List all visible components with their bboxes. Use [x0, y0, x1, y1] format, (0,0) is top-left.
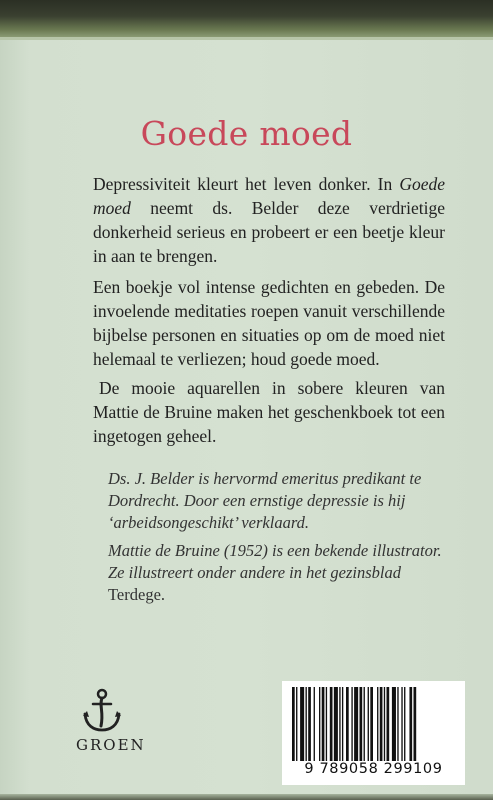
- barcode-label: [282, 681, 465, 785]
- paragraph-description: [93, 275, 445, 371]
- barcode-bar: [384, 687, 385, 761]
- barcode-bar: [409, 687, 412, 761]
- paragraph-illustrations: [93, 376, 445, 448]
- illustrator-bio-text: Mattie de Bruine (1952) is een bekende illustrator. Ze illustreert onder andere in het gezinsblad: [108, 541, 442, 582]
- barcode-bar: [392, 687, 396, 761]
- barcode-bar: [354, 687, 358, 761]
- illustrator-bio: [108, 540, 448, 606]
- barcode-bar: [292, 687, 295, 761]
- barcode-bar: [368, 687, 369, 761]
- barcode-bar: [414, 687, 417, 761]
- barcode-bar: [346, 687, 349, 761]
- paragraph-intro: [93, 172, 445, 268]
- intro-rest: neemt ds. Belder deze verdrietige donkerheid serieus en probeert er een beetje kleur in aan te brengen.: [93, 198, 445, 266]
- barcode-bar: [330, 687, 333, 761]
- magazine-name: Terdege.: [108, 585, 166, 604]
- barcode-bar: [401, 687, 402, 761]
- barcode-bar: [300, 687, 304, 761]
- description-text: Een boekje vol intense gedichten en gebeden. De invoelende meditaties roepen vanuit verschillende bijbelse personen en situaties op om de moed niet helemaal te verliezen; houd goede moed.: [93, 277, 445, 369]
- publisher-logo: [76, 688, 148, 754]
- barcode-bar: [322, 687, 325, 761]
- barcode-bar: [380, 687, 383, 761]
- barcode-bar: [397, 687, 398, 761]
- barcode: [290, 687, 457, 761]
- author-bio-text: Ds. J. Belder is hervormd emeritus predikant te Dordrecht. Door een ernstige depressie is hij ‘arbeidsongeschikt’ verklaard.: [108, 469, 422, 532]
- anchor-icon: [80, 688, 124, 734]
- illustrations-text: De mooie aquarellen in sobere kleuren van Mattie de Bruine maken het geschenkboek tot een ingetogen geheel.: [93, 378, 445, 446]
- intro-line1: Depressiviteit kleurt het leven donker. In: [93, 174, 393, 194]
- intro-title-italic: Goede moed: [93, 174, 445, 218]
- spine-top-band: [0, 0, 493, 40]
- publisher-name: GROEN: [76, 736, 146, 754]
- barcode-bar: [404, 687, 405, 761]
- book-title: Goede moed: [140, 114, 353, 153]
- barcode-bar: [314, 687, 315, 761]
- barcode-bar: [319, 687, 320, 761]
- barcode-bar: [364, 687, 365, 761]
- barcode-bar: [351, 687, 352, 761]
- cover-bottom-edge: [0, 794, 493, 800]
- barcode-bar: [377, 687, 378, 761]
- barcode-bar: [387, 687, 390, 761]
- barcode-bar: [360, 687, 363, 761]
- barcode-bar: [339, 687, 340, 761]
- barcode-bar: [306, 687, 307, 761]
- barcode-bar: [326, 687, 327, 761]
- barcode-bar: [308, 687, 311, 761]
- isbn-number: 9 789058 299109: [304, 761, 443, 777]
- author-bio: [108, 468, 448, 534]
- barcode-bar: [342, 687, 343, 761]
- barcode-bar: [296, 687, 297, 761]
- barcode-bar: [334, 687, 338, 761]
- barcode-bar: [370, 687, 373, 761]
